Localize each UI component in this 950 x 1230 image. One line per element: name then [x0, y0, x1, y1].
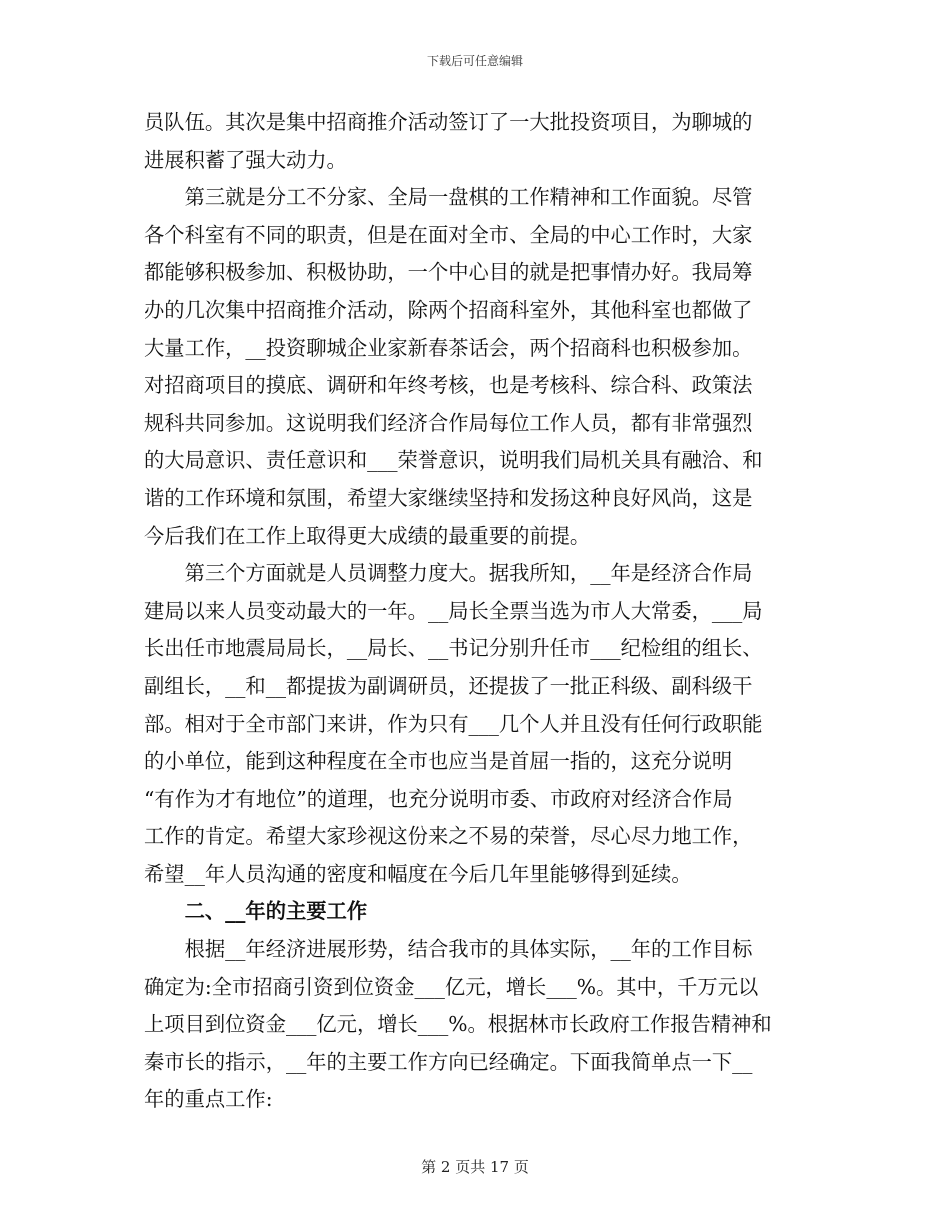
paragraph-line: 员队伍。其次是集中招商推介活动签订了一大批投资项目，为聊城的 — [144, 110, 753, 134]
paragraph-line: 大量工作，__投资聊城企业家新春茶话会，两个招商科也积极参加。 — [144, 335, 753, 360]
paragraph-line: 的小单位，能到这种程度在全市也应当是首屈一指的，这充分说明 — [144, 749, 733, 774]
paragraph-line: 确定为:全市招商引资到位资金___亿元，增长___%。其中，千万元以 — [144, 974, 759, 999]
paragraph-line: 对招商项目的摸底、调研和年终考核，也是考核科、综合科、政策法 — [144, 373, 753, 398]
paragraph-line: 办的几次集中招商推介活动，除两个招商科室外，其他科室也都做了 — [144, 297, 753, 322]
paragraph-line: 副组长，__和__都提拔为副调研员，还提拔了一批正科级、副科级干 — [144, 673, 753, 698]
paragraph-line: 工作的肯定。希望大家珍视这份来之不易的荣誉，尽心尽力地工作， — [144, 824, 753, 849]
paragraph-line: 谐的工作环境和氛围，希望大家继续坚持和发扬这种良好风尚，这是 — [144, 485, 753, 510]
paragraph-line: 各个科室有不同的职责，但是在面对全市、全局的中心工作时，大家 — [144, 222, 753, 247]
page-footer: 第 2 页共 17 页 — [421, 1158, 529, 1176]
page-header: 下载后可任意编辑 — [426, 54, 523, 68]
paragraph-line: 进展积蓄了强大动力。 — [144, 147, 347, 172]
document-body — [144, 104, 809, 1119]
paragraph-line: 部。相对于全市部门来讲，作为只有___几个人并且没有任何行政职能 — [144, 711, 763, 736]
paragraph-line: 长出任市地震局局长，__局长、__书记分别升任市___纪检组的组长、 — [144, 636, 763, 661]
paragraph-line: 根据__年经济进展形势，结合我市的具体实际，__年的工作目标 — [144, 937, 753, 962]
paragraph-line: 第三个方面就是人员调整力度大。据我所知，__年是经济合作局 — [144, 561, 753, 586]
paragraph-line: 今后我们在工作上取得更大成绩的最重要的前提。 — [144, 523, 591, 548]
paragraph-line: 第三就是分工不分家、全局一盘棋的工作精神和工作面貌。尽管 — [144, 185, 753, 210]
paragraph-line: 希望__年人员沟通的密度和幅度在今后几年里能够得到延续。 — [144, 861, 692, 886]
paragraph-line: 秦市长的指示，__年的主要工作方向已经确定。下面我简单点一下__ — [144, 1049, 753, 1074]
paragraph-line: 建局以来人员变动最大的一年。__局长全票当选为市人大常委，___局 — [144, 598, 763, 623]
paragraph-line: “有作为才有地位”的道理，也充分说明市委、市政府对经济合作局 — [144, 786, 733, 811]
section-heading: 二、__年的主要工作 — [144, 899, 368, 924]
paragraph-line: 规科共同参加。这说明我们经济合作局每位工作人员，都有非常强烈 — [144, 410, 753, 435]
paragraph-line: 上项目到位资金___亿元，增长___%。根据林市长政府工作报告精神和 — [144, 1012, 772, 1037]
paragraph-line: 的大局意识、责任意识和___荣誉意识，说明我们局机关具有融洽、和 — [144, 448, 763, 473]
paragraph-line: 年的重点工作: — [144, 1087, 273, 1112]
paragraph-line: 都能够积极参加、积极协助，一个中心目的就是把事情办好。我局筹 — [144, 260, 753, 285]
